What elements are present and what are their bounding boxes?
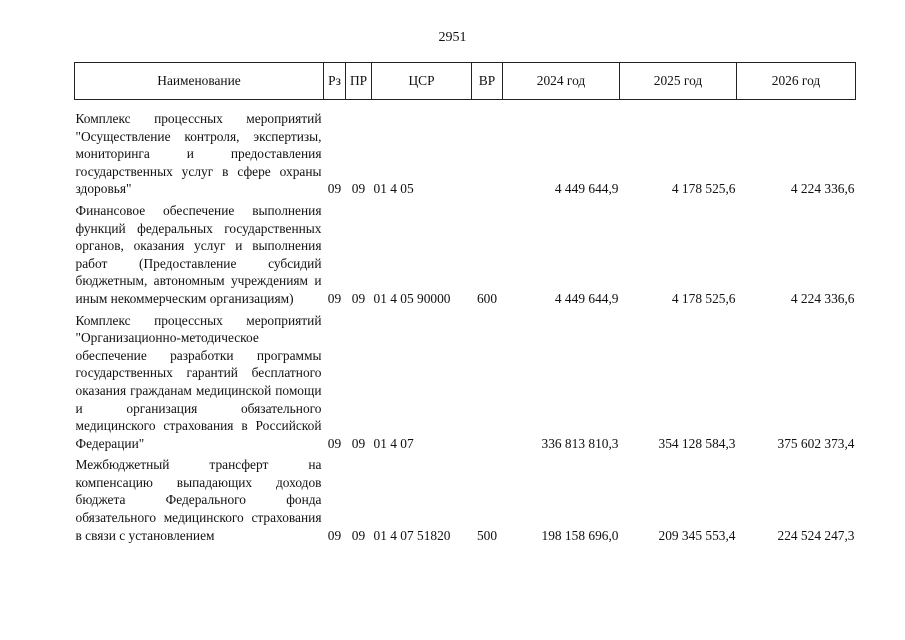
table-row [75,100,856,202]
table-body [75,100,856,549]
cell-2025: 4 178 525,6 [671,290,736,306]
header-2024: 2024 год [503,63,620,100]
cell-rz: 09 [327,527,342,543]
cell-vr: 600 [476,290,498,306]
header-2026: 2026 год [737,63,856,100]
cell-2026: 4 224 336,6 [790,290,855,306]
page-number: 2951 [438,30,467,45]
cell-2026: 375 602 373,4 [777,435,855,451]
table-row [75,312,856,457]
cell-rz: 09 [327,290,342,306]
cell-2024: 4 449 644,9 [554,290,619,306]
header-name: Наименование [75,63,324,100]
cell-pr: 09 [351,527,366,543]
table-row [75,202,856,312]
header-pr: ПР [346,63,372,100]
cell-csr: 01 4 07 [373,435,414,451]
table-header [75,63,856,100]
cell-csr: 01 4 05 90000 [373,290,451,306]
cell-2026: 4 224 336,6 [790,181,855,197]
cell-pr: 09 [351,435,366,451]
cell-name: Комплекс процессных мероприятий "Организационно-методическое обеспечение разработки программы государственных гарантий бесплатного оказания гражданам медицинской помощи и организация обязательного медицинского страхования в Российской Федерации" [75,312,322,451]
cell-rz: 09 [327,181,342,197]
cell-csr: 01 4 07 51820 [373,527,451,543]
header-row [75,63,856,100]
cell-2024: 336 813 810,3 [541,435,619,451]
cell-name: Финансовое обеспечение выполнения функций федеральных государственных органов, оказания услуг и выполнения работ (Предоставление субсидий бюджетным, автономным учреждениям и иным некоммерческим организациям) [75,202,322,306]
table-row [75,456,856,548]
cell-vr [472,312,503,457]
cell-vr [472,100,503,202]
header-vr: ВР [472,63,503,100]
header-csr: ЦСР [372,63,472,100]
cell-pr: 09 [351,290,366,306]
cell-rz: 09 [327,435,342,451]
cell-2024: 198 158 696,0 [541,527,619,543]
cell-vr: 500 [476,527,498,543]
header-rz: Рз [324,63,346,100]
cell-2025: 354 128 584,3 [658,435,736,451]
cell-2025: 4 178 525,6 [671,181,736,197]
cell-2024: 4 449 644,9 [554,181,619,197]
cell-name: Межбюджетный трансферт на компенсацию выпадающих доходов бюджета Федерального фонда обязательного медицинского страхования в связи с установлением [75,457,322,543]
cell-name: Комплекс процессных мероприятий "Осуществление контроля, экспертизы, мониторинга и предоставления государственных услуг в сфере охраны здоровья" [75,111,322,197]
cell-csr: 01 4 05 [373,181,414,197]
cell-pr: 09 [351,181,366,197]
cell-2025: 209 345 553,4 [658,527,736,543]
header-2025: 2025 год [620,63,737,100]
cell-2026: 224 524 247,3 [777,527,855,543]
budget-table [74,62,856,548]
